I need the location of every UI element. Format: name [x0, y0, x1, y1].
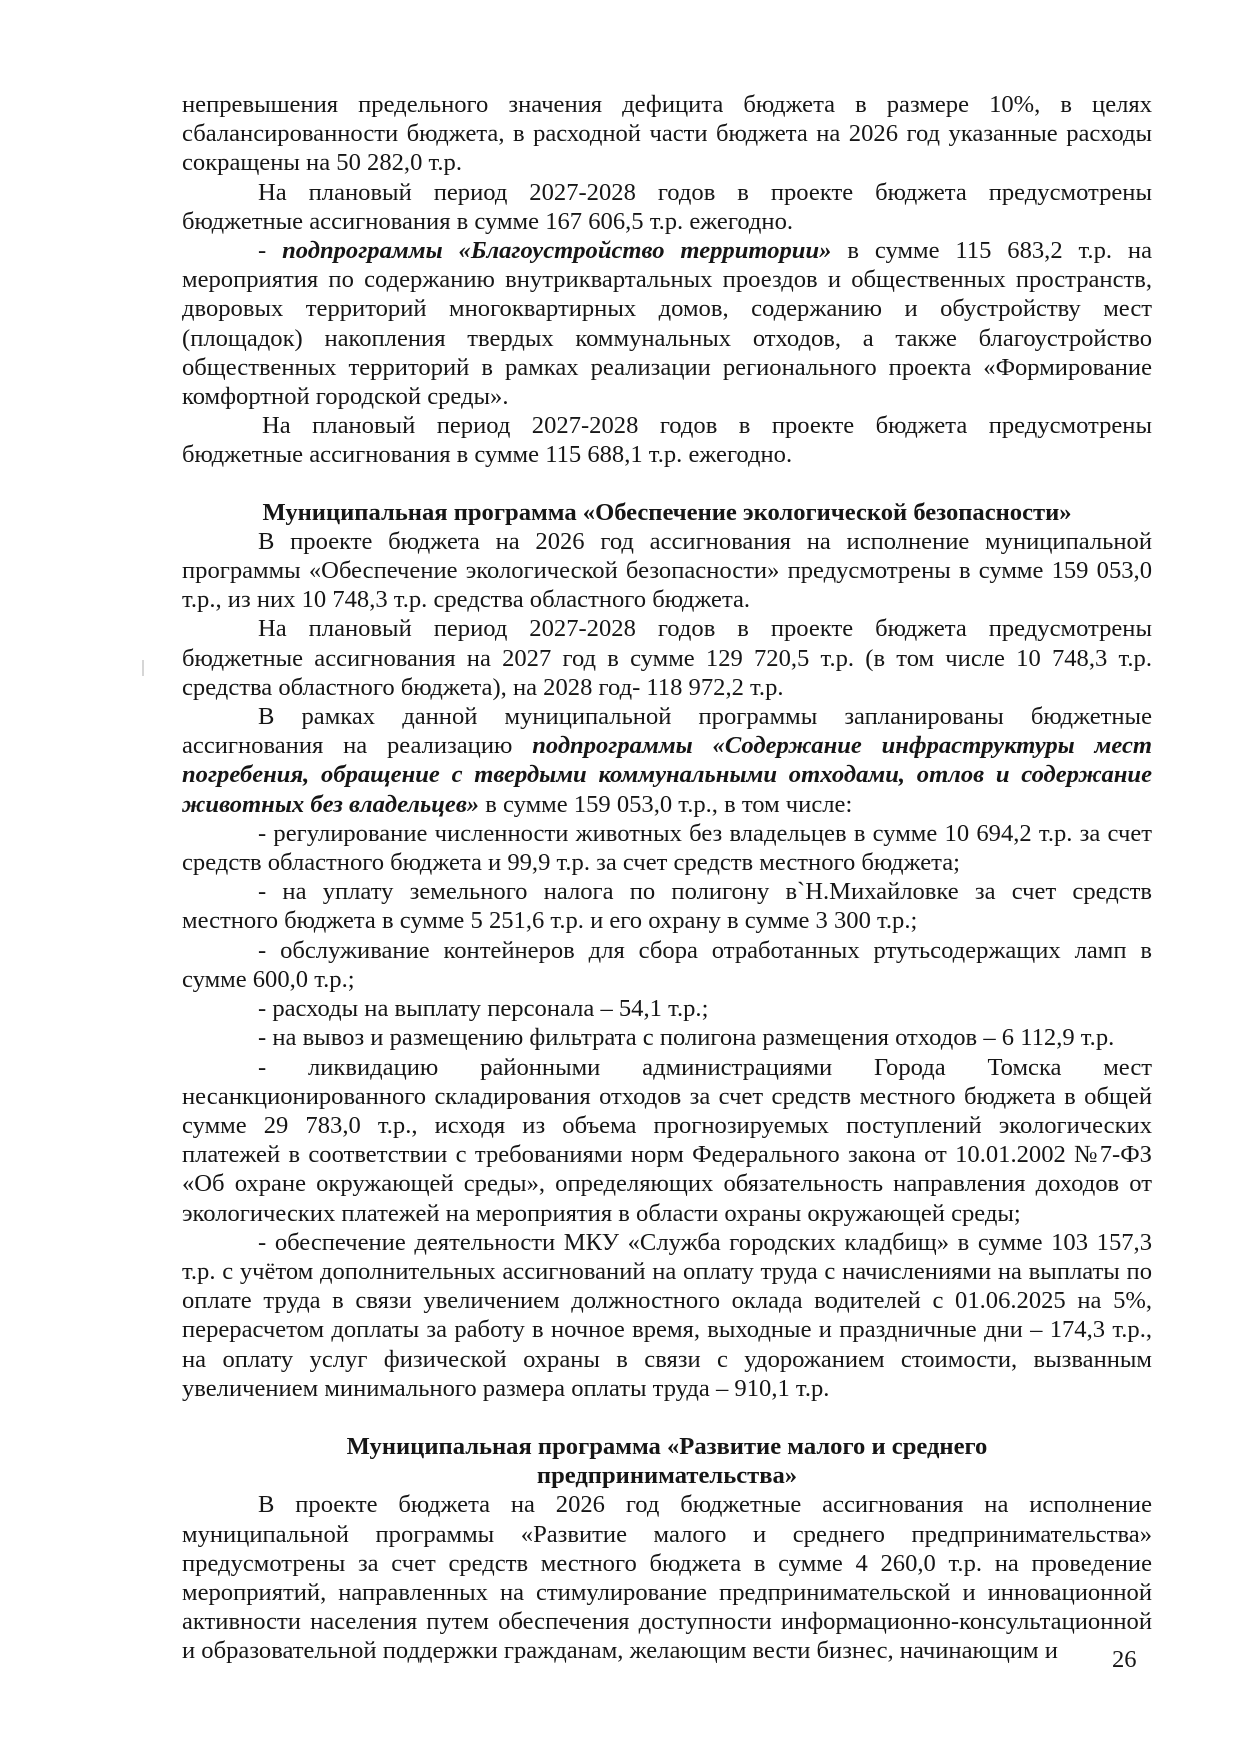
paragraph-ecology-planned: На плановый период 2027-2028 годов в проекте бюджета предусмотрены бюджетные ассигнования на 2027 год в сумме 129 720,5 т.р. (в том числе 10 748,3 т.р. средства областного бюджета), на 2028 год- 118 972,2 т.р. — [182, 615, 1152, 701]
list-item-containers: - обслуживание контейнеров для сбора отработанных ртутьсодержащих ламп в сумме 600,0 т.р.; — [182, 936, 1152, 993]
paragraph-deficit: непревышения предельного значения дефицита бюджета в размере 10%, в целях сбалансированности бюджета, в расходной части бюджета на 2026 год указанные расходы сокращены на 50 282,0 т.р. — [182, 91, 1152, 177]
list-item-filtrate: - на вывоз и размещению фильтрата с полигона размещения отходов – 6 112,9 т.р. — [258, 1024, 1115, 1052]
paragraph-ecology-subprogram — [182, 702, 1152, 819]
page-number: 26 — [1112, 1646, 1137, 1673]
subprogram-intro-text: В рамках данной муниципальной программы запланированы бюджетные ассигнования на реализацию — [182, 703, 1152, 760]
section-heading-sme-line2: предпринимательства» — [536, 1462, 798, 1490]
paragraph-ecology-2026: В проекте бюджета на 2026 год ассигнования на исполнение муниципальной программы «Обеспечение экологической безопасности» предусмотрены в сумме 159 053,0 т.р., из них 10 748,3 т.р. средства областного бюджета. — [182, 527, 1152, 614]
section-gap — [182, 1403, 1152, 1432]
subprogram-improvement-text: в сумме 115 683,2 т.р. на мероприятия по содержанию внутриквартальных проездов и общественных пространств, дворовых территорий многоквартирных домов, содержанию и обустройству мест (площадок) накопления твердых коммунальных отходов, а также благоустройство общественных территорий в рамках реализации регионального проекта «Формирование комфортной городской среды». — [182, 237, 1152, 411]
paragraph-planned-period-1: На плановый период 2027-2028 годов в проекте бюджета предусмотрены бюджетные ассигнования в сумме 167 606,5 т.р. ежегодно. — [182, 178, 1152, 235]
list-item-staff: - расходы на выплату персонала – 54,1 т.р.; — [258, 995, 709, 1023]
paragraph-planned-period-2: На плановый период 2027-2028 годов в проекте бюджета предусмотрены бюджетные ассигнования в сумме 115 688,1 т.р. ежегодно. — [182, 412, 1152, 469]
paragraph-sme-2026: В проекте бюджета на 2026 год бюджетные ассигнования на исполнение муниципальной программы «Развитие малого и среднего предпринимательства» предусмотрены за счет средств местного бюджета в сумме 4 260,0 т.р. на проведение мероприятий, направленных на стимулирование предпринимательской и инновационной активности населения путем обеспечения доступности информационно-консультационной и образовательной поддержки гражданам, желающим вести бизнес, начинающим и — [182, 1491, 1152, 1665]
list-item-animals: - регулирование численности животных без владельцев в сумме 10 694,2 т.р. за счет средств областного бюджета и 99,9 т.р. за счет средств местного бюджета; — [182, 819, 1152, 877]
page-body — [182, 90, 1152, 1666]
list-item-dumps: - ликвидацию районными администрациями Города Томска мест несанкционированного складирования отходов за счет средств местного бюджета в общей сумме 29 783,0 т.р., исходя из объема прогнозируемых поступлений экологических платежей в соответствии с требованиями норм Федерального закона от 10.01.2002 №7-ФЗ «Об охране окружающей среды», определяющих обязательность направления доходов от экологических платежей на мероприятия в области охраны окружающей среды; — [182, 1053, 1152, 1227]
scan-edge-mark — [142, 660, 144, 676]
list-item-land-tax: - на уплату земельного налога по полигону в`Н.Михайловке за счет средств местного бюджета в сумме 5 251,6 т.р. и его охрану в сумме 3 300 т.р.; — [182, 878, 1152, 935]
subprogram-burial-amount: в сумме 159 053,0 т.р., в том числе: — [479, 790, 853, 818]
section-gap — [182, 470, 1152, 498]
subprogram-title-burial: подпрограммы «Содержание инфраструктуры мест погребения, обращение с твердыми коммунальными отходами, отлов и содержание животных без владельцев» — [182, 732, 1152, 818]
section-heading-ecology: Муниципальная программа «Обеспечение экологической безопасности» — [262, 498, 1072, 526]
section-heading-sme-line1: Муниципальная программа «Развитие малого и среднего — [346, 1432, 988, 1460]
paragraph-subprogram-improvement — [182, 236, 1152, 411]
list-item-cemeteries: - обеспечение деятельности МКУ «Служба городских кладбищ» в сумме 103 157,3 т.р. с учётом дополнительных ассигнований на оплату труда с начислениями на выплаты по оплате труда в связи увеличением должностного оклада водителей с 01.06.2025 на 5%, перерасчетом доплаты за работу в ночное время, выходные и праздничные дни – 174,3 т.р., на оплату услуг физической охраны в связи с удорожанием стоимости, вызванным увеличением минимального размера оплаты труда – 910,1 т.р. — [182, 1228, 1152, 1402]
list-dash: - — [258, 237, 283, 265]
subprogram-title-improvement: подпрограммы «Благоустройство территории» — [282, 237, 832, 265]
